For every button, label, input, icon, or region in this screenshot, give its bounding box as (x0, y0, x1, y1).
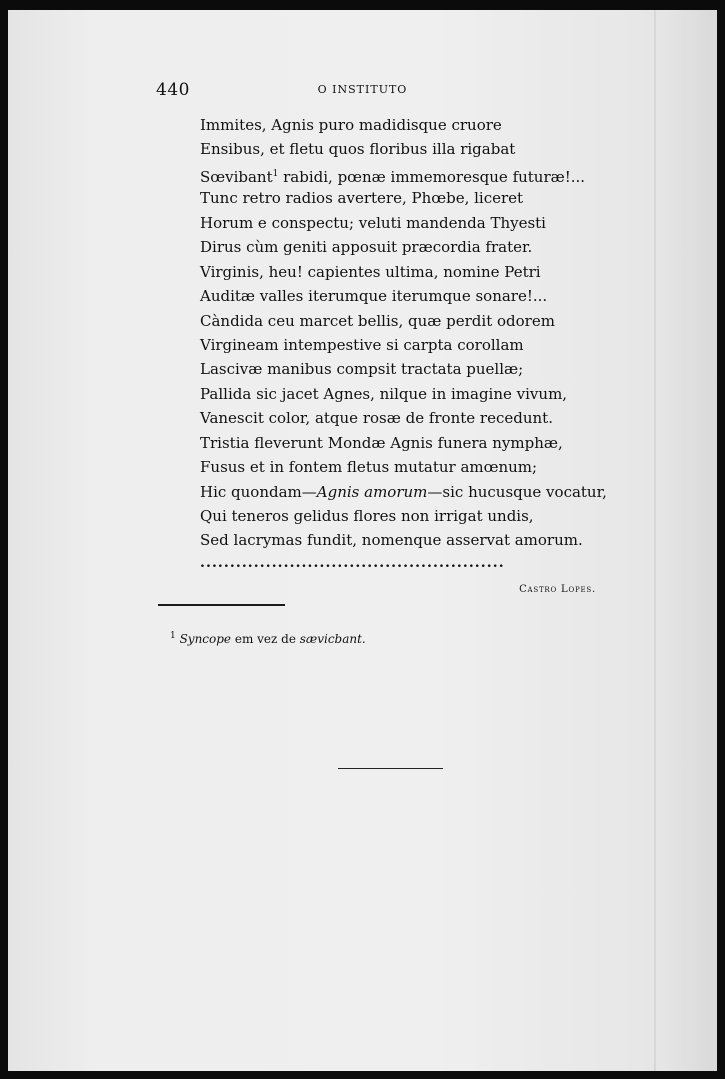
footnote-marker: 1 (170, 631, 176, 641)
book-page (8, 10, 717, 1071)
poem-line: Dirus cùm geniti apposuit præcordia frater. (200, 238, 533, 257)
poem-line: Immites, Agnis puro madidisque cruore (200, 116, 502, 134)
footnote-term: Syncope (179, 632, 232, 646)
end-divider (338, 768, 443, 769)
poem-line-text: Sœvibant (200, 167, 273, 186)
poem-italic-phrase: Agnis amorum (316, 482, 428, 501)
poem-line-text: —sic hucusque vocatur, (427, 482, 607, 501)
poem-line: Càndida ceu marcet bellis, quæ perdit odorem (200, 311, 555, 330)
poem-line: Tristia fleverunt Mondæ Agnis funera nymphæ, (200, 433, 563, 452)
footnote (170, 631, 366, 646)
poem-line: Tunc retro radios avertere, Phœbe, liceret (200, 189, 524, 208)
page-number: 440 (156, 80, 190, 100)
footnote-word: sævicbant. (299, 632, 366, 646)
poem-line: Auditæ valles iterumque iterumque sonare!... (200, 287, 548, 306)
footnote-reference: 1 (272, 168, 279, 179)
poem-line: Qui teneros gelidus flores non irrigat undis, (200, 507, 534, 525)
page-fold-shadow (654, 10, 656, 1071)
poem-line: Ensibus, et fletu quos floribus illa rigabat (200, 140, 516, 159)
poem-line: Virgineam intempestive si carpta corollam (200, 335, 524, 354)
poem-line: Sed lacrymas fundit, nomenque asservat amorum. (200, 531, 583, 550)
ellipsis-row: ................................................... (200, 555, 505, 571)
poem-line-text: rabidi, pœnæ immemoresque futuræ!... (278, 167, 586, 186)
poem-line: Virginis, heu! capientes ultima, nomine Petri (200, 262, 541, 281)
running-title: O INSTITUTO (317, 83, 408, 96)
poem-line (200, 480, 620, 504)
poem-line: Pallida sic jacet Agnes, nilque in imagine vivum, (200, 384, 568, 403)
poem-line (200, 162, 620, 186)
footnote-divider (158, 604, 285, 606)
poem-line: Lascivæ manibus compsit tractata puellæ; (200, 360, 524, 379)
poem (200, 113, 620, 553)
poem-line: Vanescit color, atque rosæ de fronte recedunt. (200, 409, 553, 428)
poem-line: Horum e conspectu; veluti mandenda Thyesti (200, 213, 546, 232)
poem-line-text: Hic quondam— (200, 482, 317, 501)
poem-line: Fusus et in fontem fletus mutatur amœnum; (200, 458, 538, 477)
author-signature: Castro Lopes. (519, 584, 596, 595)
footnote-text: em vez de (231, 632, 300, 646)
